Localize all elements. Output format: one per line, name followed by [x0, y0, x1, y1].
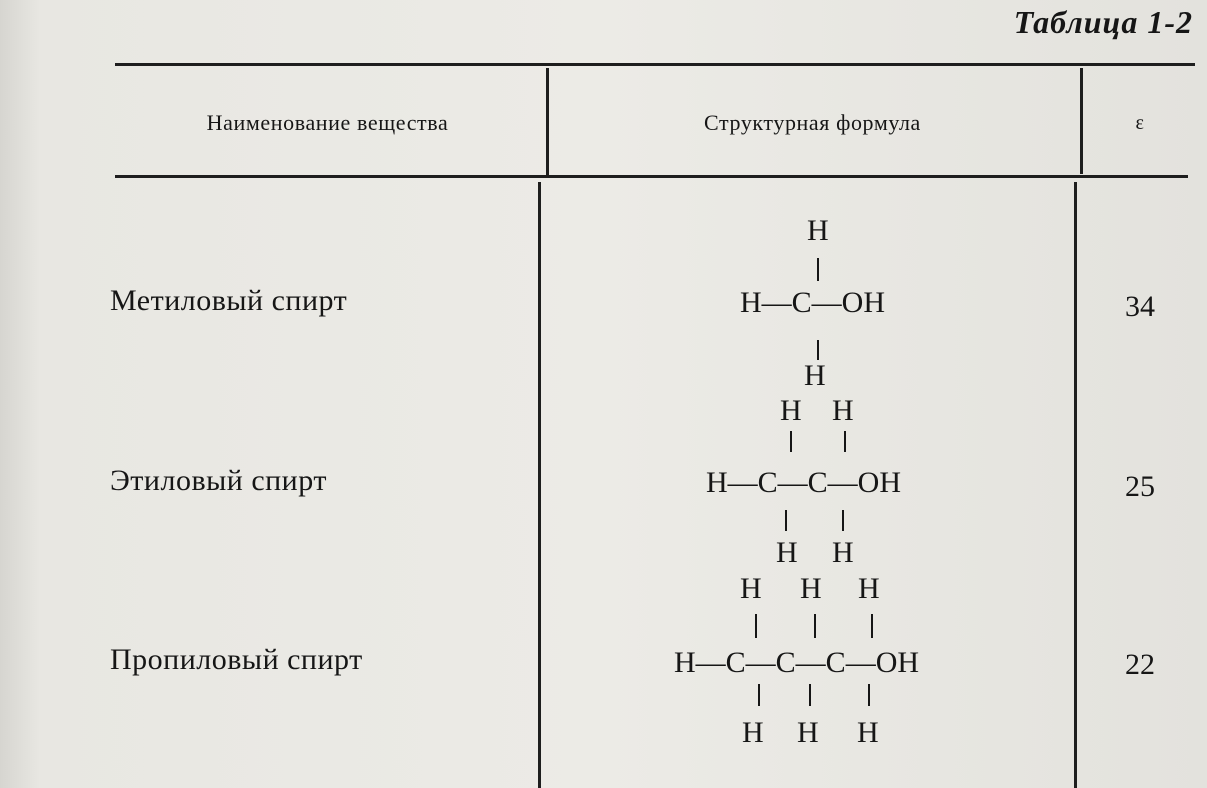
formula-atom-h: H [804, 359, 826, 392]
formula-atom-h: H [832, 394, 854, 427]
row-name-ethanol: Этиловый спирт [110, 464, 327, 497]
formula-atom-h: H [742, 716, 764, 749]
header-structural-formula: Структурная формула [704, 110, 921, 135]
formula-atom-h: H [780, 394, 802, 427]
header-value: ε [1135, 112, 1145, 134]
row-value-methanol: 34 [1125, 290, 1155, 323]
formula-atom-h: H [832, 536, 854, 569]
table-caption: Таблица 1-2 [1013, 4, 1193, 40]
formula-main-chain: H—C—OH [740, 286, 886, 319]
formula-main-chain: H—C—C—OH [706, 466, 902, 499]
formula-atom-h: H [858, 572, 880, 605]
formula-atom-h: H [797, 716, 819, 749]
row-value-ethanol: 25 [1125, 470, 1155, 503]
formula-atom-h: H [776, 536, 798, 569]
formula-ethanol [706, 394, 901, 569]
row-value-propanol: 22 [1125, 648, 1155, 681]
formula-main-chain: H—C—C—C—OH [674, 646, 920, 679]
formula-atom-h: H [740, 572, 762, 605]
row-name-methanol: Метиловый спирт [110, 284, 348, 317]
formula-propanol [674, 572, 919, 749]
formula-atom-h: H [807, 214, 829, 247]
row-name-propanol: Пропиловый спирт [110, 643, 363, 676]
formula-atom-h: H [800, 572, 822, 605]
header-substance-name: Наименование вещества [206, 110, 449, 135]
formula-atom-h: H [857, 716, 879, 749]
formula-methanol [740, 214, 885, 392]
